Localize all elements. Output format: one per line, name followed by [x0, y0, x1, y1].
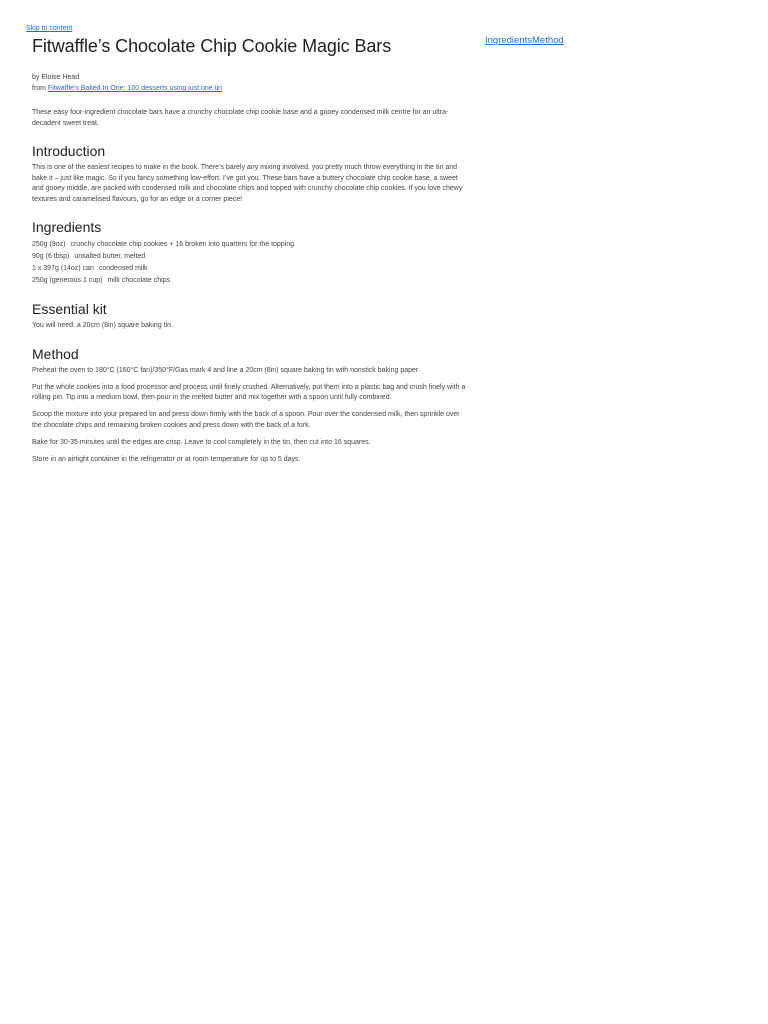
ingredient-item — [32, 239, 468, 251]
ingredient-item — [32, 263, 468, 275]
recipe-meta — [32, 72, 468, 94]
page-title: Fitwaffle’s Chocolate Chip Cookie Magic Bars — [32, 36, 392, 56]
book-source — [32, 83, 468, 94]
ingredients-heading: Ingredients — [32, 219, 102, 235]
book-source-prefix: from — [32, 85, 46, 92]
ingredient-name: crunchy chocolate chip cookies — [70, 241, 168, 248]
method-steps — [32, 366, 468, 466]
method-step: Store in an airtight container in the refrigerator or at room temperature for up to 5 days. — [32, 455, 301, 463]
skip-to-content-link[interactable]: Skip to content — [26, 25, 73, 32]
recipe-article — [32, 36, 468, 472]
ingredient-qty: 250g (9oz) — [32, 241, 66, 248]
essential-kit-heading: Essential kit — [32, 301, 107, 317]
author-byline: by Eloise Head — [32, 74, 80, 81]
method-heading: Method — [32, 345, 79, 362]
ingredient-item — [32, 251, 468, 263]
essential-kit-text: You will need: a 20cm (8in) square baking tin. — [32, 322, 173, 329]
ingredient-qty: 250g (generous 1 cup) — [32, 277, 103, 284]
method-step: Put the whole cookies into a food processor and process until finely crushed. Alternatively, put them into a plastic bag and crush finely with a rolling pin. Tip into a medium bowl, then pour in the melted butter and mix together with a spoon until fully combined. — [32, 383, 466, 401]
ingredient-name: condensed milk — [98, 265, 148, 272]
toc-link-ingredients[interactable]: Ingredients — [485, 35, 533, 46]
table-of-contents — [485, 35, 564, 46]
method-step: Bake for 30-35 minutes until the edges are crisp. Leave to cool completely in the tin, then cut into 16 squares. — [32, 438, 371, 446]
ingredient-note: + 16 broken into quarters for the topping — [169, 241, 295, 248]
introduction-heading: Introduction — [32, 143, 106, 159]
introduction-text: This is one of the easiest recipes to make in the book. There’s barely any mixing involved, you pretty much throw everything in the tin and bake it – just like magic. So if you fancy something low-effort, I’ve got you. These bars have a buttery chocolate chip cookie base, a sweet and gooey middle, are packed with condensed milk and chocolate chips and topped with crunchy chocolate chip cookies. If you love chewy textures and caramelised flavours, go for an edge or a corner piece! — [32, 164, 463, 203]
ingredient-name: milk chocolate chips — [107, 277, 171, 284]
ingredient-qty: 90g (6 tbsp) — [32, 253, 70, 260]
recipe-summary: These easy four-ingredient chocolate bars have a crunchy chocolate chip cookie base and a gooey condensed milk centre for an ultra-decadent sweet treat. — [32, 109, 449, 127]
method-step: Scoop the mixture into your prepared tin and press down firmly with the back of a spoon. Pour over the condensed milk, then sprinkle over the chocolate chips and remaining broken cookies and press down with the back of a fork. — [32, 411, 460, 429]
ingredients-list — [32, 239, 468, 287]
method-step: Preheat the oven to 180°C (160°C fan)/350°F/Gas mark 4 and line a 20cm (8in) square baking tin with nonstick baking paper. — [32, 366, 420, 374]
ingredient-name: unsalted butter, melted — [74, 253, 146, 260]
ingredient-qty: 1 x 397g (14oz) can — [32, 265, 94, 272]
book-title-link[interactable]: Fitwaffle’s Baked In One: 100 desserts using just one tin — [47, 85, 223, 92]
toc-link-method[interactable]: Method — [532, 35, 564, 46]
ingredient-item — [32, 275, 468, 287]
